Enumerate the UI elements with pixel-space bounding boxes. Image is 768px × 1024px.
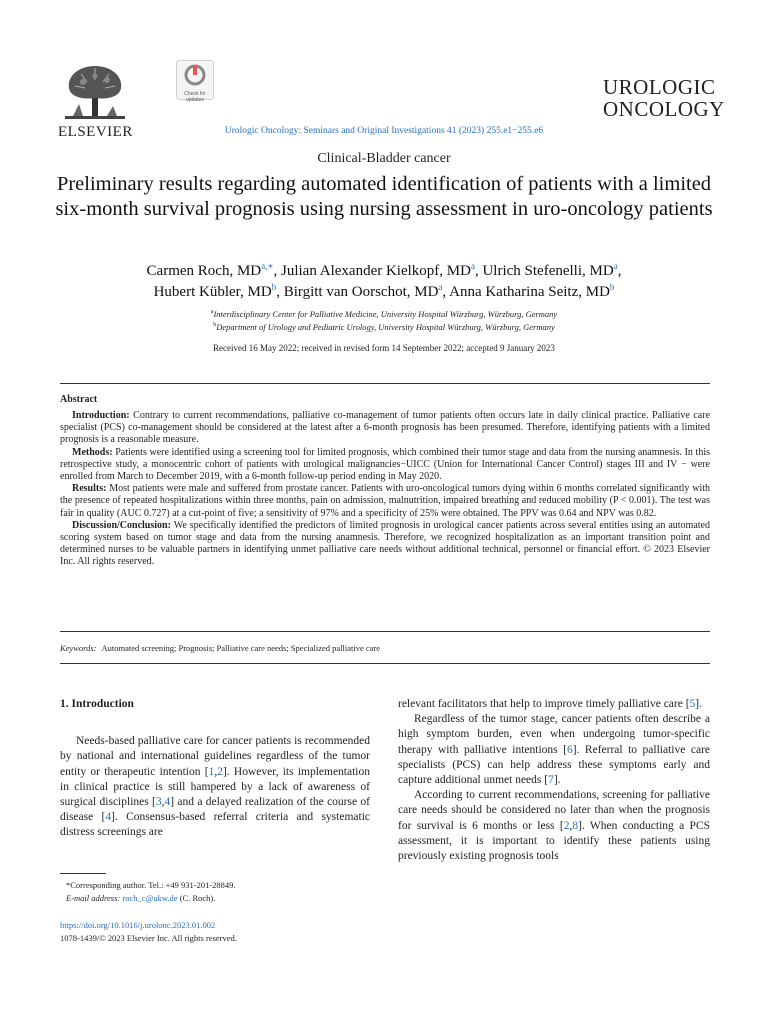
check-for-updates-badge[interactable]: [176, 60, 214, 103]
article-dates: Received 16 May 2022; received in revised form 14 September 2022; accepted 9 January 2023: [213, 343, 555, 353]
citation-link[interactable]: 6: [566, 743, 573, 756]
affiliation-mark: a: [210, 309, 214, 316]
body-paragraph: [398, 712, 710, 788]
author-name: Hubert Kübler, MD: [153, 284, 272, 300]
email-line: [60, 892, 370, 905]
publisher-wordmark: ELSEVIER: [58, 124, 133, 140]
author-name: Birgitt van Oorschot, MD: [283, 284, 439, 300]
corresponding-author: *Corresponding author. Tel.: +49 931-201-28849.: [66, 880, 236, 890]
email-suffix: (C. Roch).: [179, 892, 216, 903]
journal-brand-line2: ONCOLOGY: [603, 97, 725, 121]
keywords-label: Keywords:: [60, 643, 97, 653]
section-heading: 1. Introduction: [60, 698, 134, 710]
email-link[interactable]: roch_c@ukw.de: [122, 892, 178, 903]
abstract-text: Most patients were male and suffered from prostate cancer. Patients with uro-oncological tumors dying within 6 months correlated significantly with the presence of repeated hospitalizations within three months, pain on admission, malnutrition, impaired breathing and reduced mobility (P < 0.001). The test was fair in quality (AUC 0.727) at a cut-point of five; a sensitivity of 97% and a specificity of 25% were obtained. The PPV was 0.64 and NPV was 0.82.: [60, 483, 710, 519]
elsevier-tree-icon: [61, 60, 129, 122]
abstract-methods: [60, 447, 710, 484]
abstract-label: Results:: [72, 483, 107, 495]
citation-link[interactable]: 1: [208, 765, 215, 778]
citation-link[interactable]: 4: [164, 796, 171, 809]
abstract-results: [60, 483, 710, 520]
article-category: Clinical-Bladder cancer: [317, 151, 451, 166]
author-name: Carmen Roch, MD: [146, 263, 262, 279]
citation-separator: ,: [161, 796, 165, 809]
abstract-heading: Abstract: [60, 394, 98, 405]
citation-separator: ,: [569, 819, 573, 832]
body-text: relevant facilitators that help to improve timely palliative care [: [398, 698, 690, 710]
body-text: Needs-based palliative care for cancer patients is recommended by national and international guidelines regardless of the tumor entity or therapeutic intention [: [60, 735, 370, 778]
citation-link[interactable]: 5: [689, 698, 696, 710]
citation-link[interactable]: 3: [155, 796, 162, 809]
citation-link[interactable]: 8: [572, 819, 579, 832]
body-paragraph: [398, 788, 710, 864]
abstract-text: Contrary to current recommendations, palliative co-management of tumor patients often occurs late in daily clinical practice. Palliative care specialist (PCS) co-management should be considered at the latest after a 6-month prognosis has been presumed. Therefore, identifying patients with a limited prognosis is a reasonable measure.: [60, 410, 711, 446]
citation-separator: ,: [214, 765, 218, 778]
author-affiliation-link[interactable]: a: [613, 261, 618, 271]
author-affiliation-link[interactable]: a: [470, 261, 475, 271]
affiliation-text: Interdisciplinary Center for Palliative Medicine, University Hospital Würzburg, Würzburg, Germany: [213, 309, 558, 319]
citation-link[interactable]: 4: [105, 811, 112, 824]
abstract-text: Patients were identified using a screening tool for limited prognosis, which combined their tumor stage and data from the nursing anamnesis. In this retrospective study, a monocentric cohort of patients with urological malignancies−UICC (Union for International Cancer Control) stages III and IV − were enrolled from March to December 2019, with a 6-month follow-up period ending in May 2020.: [60, 446, 710, 483]
abstract-label: Introduction:: [72, 410, 130, 421]
body-paragraph: [398, 697, 710, 712]
footnote: [60, 879, 370, 904]
abstract-bottom-rule: [60, 631, 710, 632]
body-paragraph: [60, 734, 370, 840]
body-text: According to current recommendations, screening for palliative care needs should be considered no later than when the prognosis for survival is 6 months or less [: [398, 789, 710, 832]
body-text: ]. When conducting a PCS assessment, it is important to identify these patients using previously existing prognosis tools: [398, 819, 711, 863]
author-affiliation-link[interactable]: b: [271, 282, 277, 292]
affiliation-mark: b: [213, 322, 217, 329]
journal-brand[interactable]: [603, 75, 725, 121]
abstract-label: Methods:: [72, 446, 113, 458]
article-title: Preliminary results regarding automated identification of patients with a limited six-month survival prognosis using nursing assessment in uro-oncology patients: [55, 173, 713, 220]
body-text: ]. However, its implementation in clinical practice is still hampered by a lack of awareness of surgical disciplines [: [60, 765, 370, 809]
body-text: ]. Consensus-based referral criteria and systematic distress screenings are: [60, 811, 371, 839]
abstract-label: Discussion/Conclusion:: [72, 519, 171, 531]
citation-line[interactable]: Urologic Oncology: Seminars and Original Investigations 41 (2023) 255.e1−255.e6: [224, 126, 544, 136]
citation-link[interactable]: 2: [217, 765, 223, 778]
author-name: Ulrich Stefenelli, MD: [482, 263, 614, 279]
author-name: Anna Katharina Seitz, MD: [449, 284, 610, 300]
journal-brand-line1: UROLOGIC: [603, 75, 716, 99]
doi-link[interactable]: https://doi.org/10.1016/j.urolonc.2023.01.002: [60, 920, 216, 930]
keywords: [60, 643, 380, 653]
affiliations: [0, 308, 768, 334]
author-affiliation-link[interactable]: a,∗: [261, 261, 274, 271]
abstract-discussion: [60, 520, 710, 569]
author-affiliation-link[interactable]: a: [438, 282, 443, 292]
author-affiliation-link[interactable]: b: [609, 282, 615, 292]
abstract-body: [60, 410, 710, 569]
body-text: ]. Referral to palliative care specialists (PCS) can help address these symptoms early and capture additional unmet needs [: [398, 743, 710, 787]
right-column: [398, 697, 710, 864]
abstract-top-rule: [60, 383, 710, 384]
affiliation-text: Department of Urology and Pediatric Urology, University Hospital Würzburg, Würzburg, Germany: [216, 322, 555, 332]
affiliation-item: [0, 308, 768, 321]
abstract-introduction: [60, 410, 710, 447]
check-updates-icon: [184, 64, 206, 86]
body-text: ].: [695, 698, 703, 710]
check-updates-label: Check for updates: [184, 91, 206, 103]
citation-link[interactable]: 2: [563, 819, 570, 832]
footnote-rule: [60, 873, 106, 874]
email-label: E-mail address:: [66, 892, 121, 903]
affiliation-item: [0, 321, 768, 334]
body-text: ] and a delayed realization of the course of disease [: [60, 796, 370, 824]
author-list: Carmen Roch, $MD^{a,∗}$, Julian Alexander Kielkopf, $MD^a$, Ulrich Stefenelli, $MD^a$, Hubert Kübler, $MD^b$, Birgitt van Oorschot, $MD^a$, Anna Katharina Seitz, $MD^b$: [146, 261, 622, 300]
citation-link[interactable]: 7: [548, 774, 554, 787]
author-name: Julian Alexander Kielkopf, MD: [281, 263, 471, 279]
keywords-bottom-rule: [60, 663, 710, 664]
body-text: Regardless of the tumor stage, cancer patients often describe a high symptom burden, even when undergoing tumor-specific therapy with palliative intentions [: [398, 713, 710, 756]
copyright: 1078-1439/© 2023 Elsevier Inc. All rights reserved.: [60, 933, 237, 943]
left-column: [60, 697, 370, 841]
keywords-text: Automated screening; Prognosis; Palliative care needs; Specialized palliative care: [101, 643, 381, 653]
body-text: ].: [553, 774, 561, 787]
abstract-text: We specifically identified the predictors of limited prognosis in urological cancer patients across several entities using an automated scoring system based on tumor stage and data from the nursing anamnesis. Therefore, we recognized hospitalization as an important transition point and determined nurses to be valuable partners in identifying unmet palliative care needs without additional technical, personnel or financial effort. © 2023 Elsevier Inc. All rights reserved.: [60, 519, 710, 568]
